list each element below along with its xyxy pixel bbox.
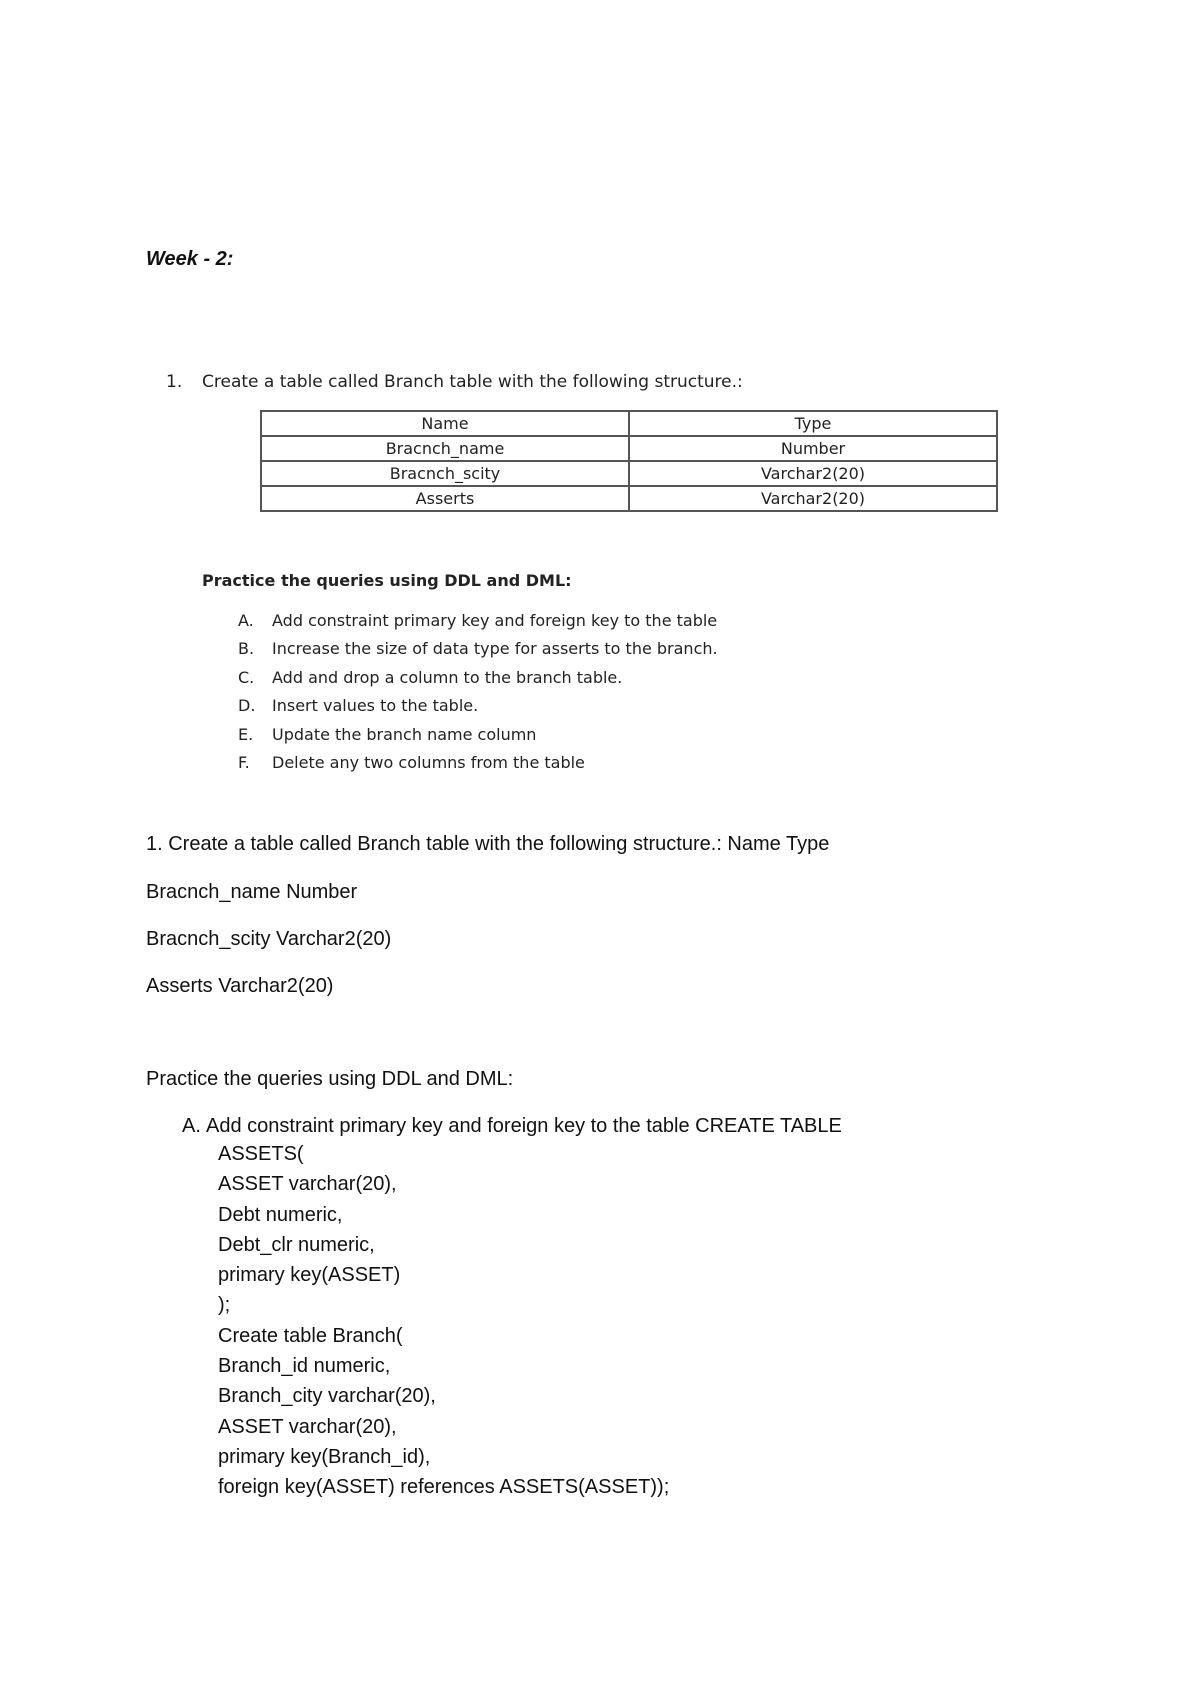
item-a-heading	[182, 1114, 842, 1138]
branch-structure-table	[260, 410, 998, 512]
list-item	[238, 639, 718, 667]
code-line: primary key(Branch_id),	[218, 1445, 431, 1468]
question-text: Create a table called Branch table with the following structure.:	[202, 372, 743, 392]
table-row	[261, 486, 997, 511]
code-line: foreign key(ASSET) references ASSETS(ASSET));	[218, 1476, 670, 1499]
screenshot-question-heading	[166, 372, 743, 392]
code-line: Branch_id numeric,	[218, 1355, 391, 1378]
code-line: primary key(ASSET)	[218, 1264, 401, 1287]
code-line: Create table Branch(	[218, 1324, 403, 1347]
code-line: Debt_clr numeric,	[218, 1233, 375, 1256]
text-line-field: Asserts Varchar2(20)	[146, 975, 334, 997]
text-line-question: 1. Create a table called Branch table with the following structure.: Name Type	[146, 833, 830, 855]
week-title: Week - 2:	[146, 248, 234, 270]
table-cell: Number	[629, 436, 997, 461]
table-cell: Varchar2(20)	[629, 461, 997, 486]
list-item-letter: A.	[238, 611, 254, 630]
list-item	[238, 668, 718, 696]
text-line-field: Bracnch_scity Varchar2(20)	[146, 928, 392, 950]
list-item-text: Add constraint primary key and foreign key to the table	[272, 611, 718, 630]
code-line: ASSETS(	[218, 1143, 304, 1165]
list-item	[238, 611, 718, 639]
item-a-text: Add constraint primary key and foreign key to the table CREATE TABLE	[206, 1115, 842, 1137]
code-line: ASSET varchar(20),	[218, 1415, 397, 1438]
sql-code-block	[218, 1142, 669, 1506]
list-item-letter: C.	[238, 667, 255, 687]
table-header-row	[261, 411, 997, 436]
table-cell: Asserts	[261, 486, 629, 511]
code-line: Debt numeric,	[218, 1203, 343, 1226]
list-item-letter: E.	[238, 724, 254, 744]
practice-heading: Practice the queries using DDL and DML:	[146, 1068, 514, 1090]
list-item-letter: F.	[238, 752, 250, 772]
table-cell: Bracnch_scity	[261, 461, 629, 486]
text-line-field: Bracnch_name Number	[146, 881, 358, 903]
list-item-letter: B.	[238, 639, 255, 659]
question-number: 1.	[166, 372, 183, 392]
list-item-text: Insert values to the table.	[272, 696, 479, 716]
table-cell: Varchar2(20)	[629, 486, 997, 511]
code-line: ASSET varchar(20),	[218, 1173, 397, 1196]
table-row	[261, 461, 997, 486]
list-item-text: Add and drop a column to the branch table.	[272, 667, 623, 687]
list-item	[238, 696, 718, 724]
table-cell: Bracnch_name	[261, 436, 629, 461]
screenshot-practice-list	[238, 611, 718, 781]
list-item-letter: D.	[238, 696, 256, 716]
list-item-text: Increase the size of data type for asserts to the branch.	[272, 639, 718, 659]
list-item-text: Delete any two columns from the table	[272, 752, 585, 772]
list-item-text: Update the branch name column	[272, 724, 537, 744]
list-item	[238, 753, 718, 781]
item-a-letter: A.	[182, 1115, 201, 1137]
list-item	[238, 725, 718, 753]
code-line: Branch_city varchar(20),	[218, 1385, 436, 1408]
code-line: );	[218, 1294, 231, 1317]
screenshot-practice-heading: Practice the queries using DDL and DML:	[202, 571, 572, 590]
table-header-name: Name	[261, 411, 629, 436]
table-row	[261, 436, 997, 461]
table-header-type: Type	[629, 411, 997, 436]
